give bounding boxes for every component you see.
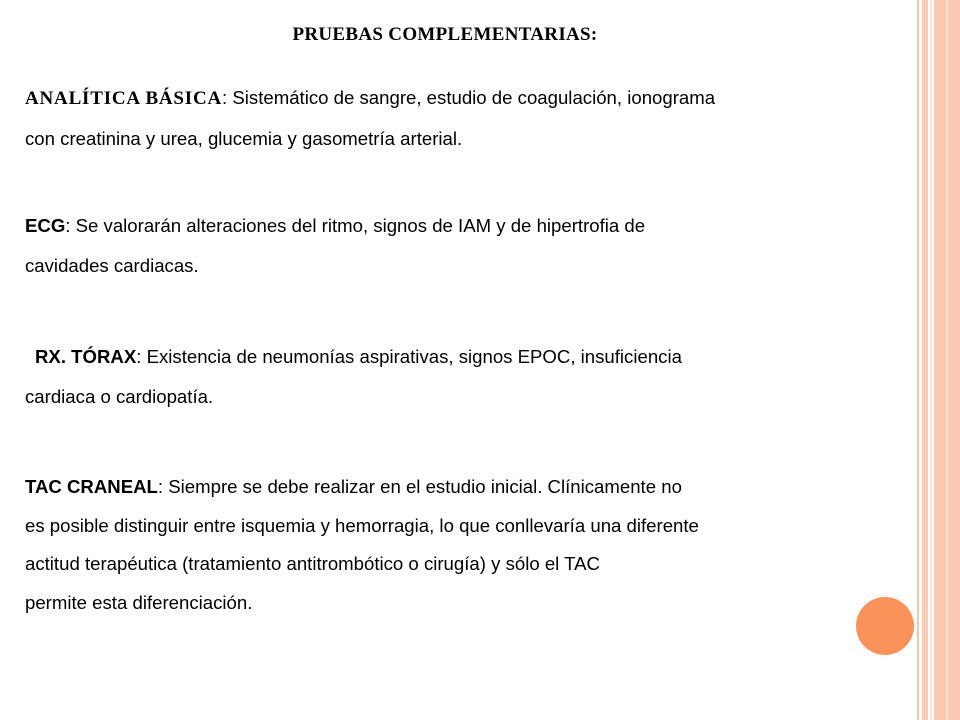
section-text: : Siempre se debe realizar en el estudio inicial. Clínicamente no [157,476,682,497]
decorative-circle [856,597,914,655]
section-text: con creatinina y urea, glucemia y gasometría arterial. [25,128,463,149]
section-term: RX. TÓRAX [35,346,137,367]
section-line [25,206,920,246]
section-text: : Sistemático de sangre, estudio de coagulación, ionograma [222,87,716,108]
slide-title: PRUEBAS COMPLEMENTARIAS: [292,24,598,45]
section-analitica [25,78,920,159]
section-text: cardiaca o cardiopatía. [25,386,214,407]
section-rx-torax [25,337,920,417]
section-term: ECG [25,215,66,236]
section-line [25,468,920,507]
section-ecg [25,206,920,286]
section-line [35,337,920,377]
section-tac-craneal [25,468,920,622]
section-term: TAC CRANEAL [25,476,158,497]
section-text: permite esta diferenciación. [25,591,253,613]
section-line [25,78,920,119]
decorative-stripe [930,0,932,720]
section-text: cavidades cardiacas. [25,255,199,276]
section-term: ANALÍTICA BÁSICA [25,88,223,109]
section-text: es posible distinguir entre isquemia y hemorragia, lo que conllevaría una diferente [25,514,699,536]
section-text: actitud terapéutica (tratamiento antitrombótico o cirugía) y sólo el TAC [25,553,600,574]
decorative-stripe [946,0,948,720]
section-text: : Existencia de neumonías aspirativas, signos EPOC, insuficiencia [136,346,682,367]
decorative-stripe [922,0,928,720]
section-text: : Se valorarán alteraciones del ritmo, signos de IAM y de hipertrofia de [65,215,646,236]
